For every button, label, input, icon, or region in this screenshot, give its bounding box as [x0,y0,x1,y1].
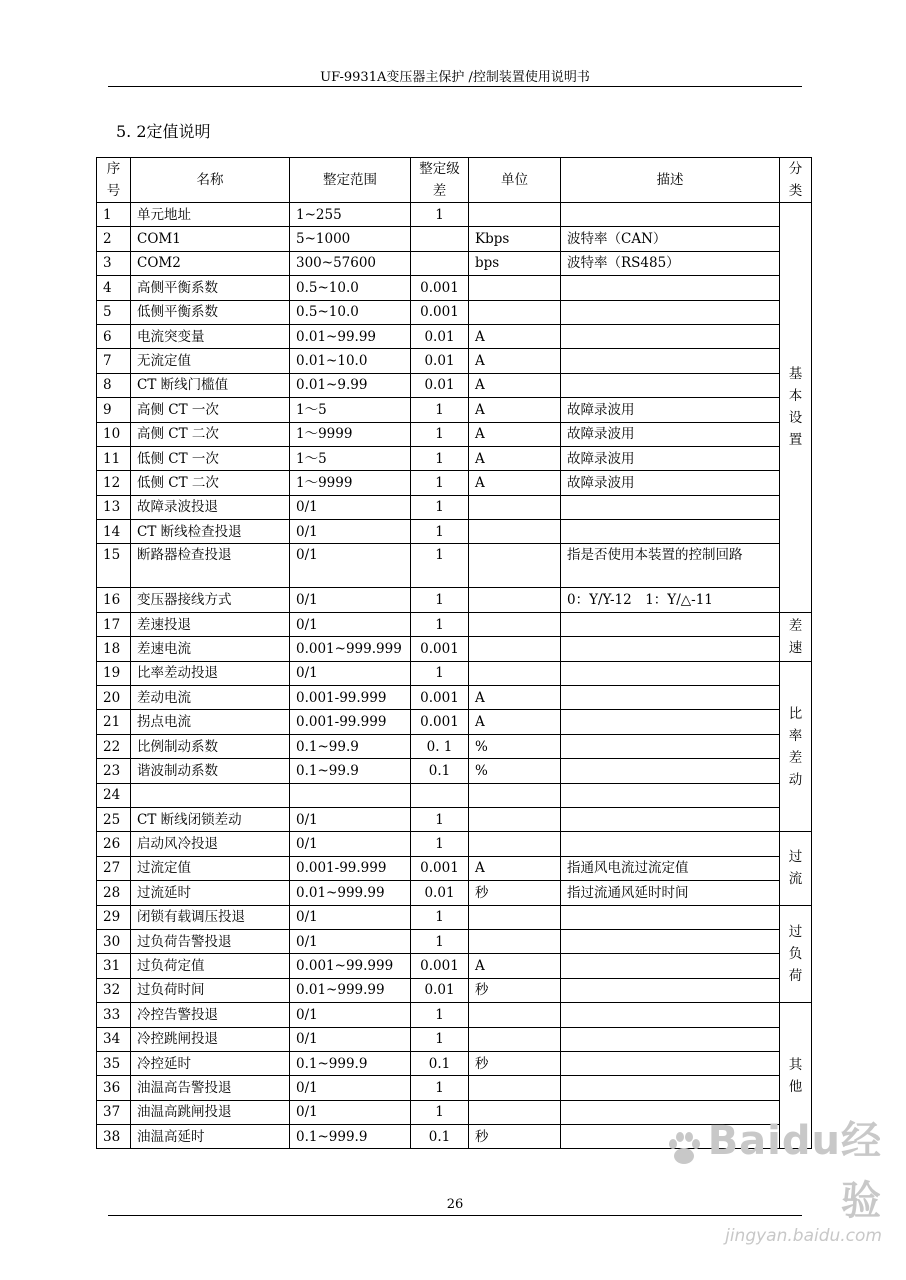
cell-range: 0.001~99.999 [290,954,411,978]
cell-seq: 36 [97,1076,131,1100]
table-row [97,637,812,661]
cell-step: 0.01 [411,373,469,397]
cell-unit: bps [469,251,561,275]
cell-desc [561,324,780,348]
cell-name: 比率差动投退 [131,661,290,685]
cell-step: 1 [411,588,469,612]
cell-seq: 11 [97,446,131,470]
settings-table [96,157,812,1149]
header-name: 名称 [131,158,290,203]
table-row [97,349,812,373]
cell-name: 电流突变量 [131,324,290,348]
cell-desc [561,954,780,978]
cell-desc [561,349,780,373]
cell-range: 0.001-99.999 [290,710,411,734]
table-row [97,954,812,978]
cell-name: 冷控告警投退 [131,1003,290,1027]
cell-name: 谐波制动系数 [131,759,290,783]
cell-seq: 34 [97,1027,131,1051]
cell-range: 5~1000 [290,227,411,251]
cell-seq: 4 [97,276,131,300]
cell-step: 1 [411,612,469,636]
cell-range: 0.001-99.999 [290,856,411,880]
cell-desc [561,783,780,807]
cell-seq: 29 [97,905,131,929]
cell-step: 0.001 [411,276,469,300]
section-title: 5. 2定值说明 [116,122,211,141]
cell-desc [561,1051,780,1075]
cell-step: 0.1 [411,1125,469,1149]
cell-unit [469,807,561,831]
cell-desc: 故障录波用 [561,422,780,446]
cell-name: 油温高告警投退 [131,1076,290,1100]
cell-name: 过负荷定值 [131,954,290,978]
cell-seq: 25 [97,807,131,831]
cell-seq: 8 [97,373,131,397]
cell-range: 0/1 [290,588,411,612]
cell-seq: 21 [97,710,131,734]
cell-step: 1 [411,1100,469,1124]
cell-name: 高侧平衡系数 [131,276,290,300]
cell-seq: 5 [97,300,131,324]
cell-step: 1 [411,446,469,470]
table-row [97,807,812,831]
cell-desc: 故障录波用 [561,446,780,470]
cell-name: 启动风冷投退 [131,832,290,856]
cell-step: 1 [411,520,469,544]
cell-name: 低侧 CT 二次 [131,471,290,495]
table-row [97,881,812,905]
cell-seq: 37 [97,1100,131,1124]
cell-unit: 秒 [469,881,561,905]
category-cell: 比率差动 [780,661,812,832]
cell-unit [469,905,561,929]
cell-step: 0.01 [411,881,469,905]
cell-range: 300~57600 [290,251,411,275]
cell-seq: 2 [97,227,131,251]
cell-unit: % [469,734,561,758]
cell-seq: 1 [97,203,131,227]
category-cell: 过负荷 [780,905,812,1003]
cell-desc [561,637,780,661]
cell-desc [561,661,780,685]
table-row [97,686,812,710]
watermark-brand: Baidu经验 [707,1117,882,1224]
page-number: 26 [446,1197,464,1212]
table-row [97,734,812,758]
cell-step [411,251,469,275]
cell-step: 1 [411,1003,469,1027]
cell-desc: 指是否使用本装置的控制回路 [561,544,780,588]
cell-desc [561,373,780,397]
table-row [97,471,812,495]
watermark [632,1109,882,1247]
cell-range [290,783,411,807]
table-row [97,905,812,929]
cell-step: 0.01 [411,978,469,1002]
table-row [97,422,812,446]
cell-unit [469,1027,561,1051]
cell-unit: A [469,422,561,446]
cell-name: COM2 [131,251,290,275]
table-row [97,495,812,519]
cell-seq: 35 [97,1051,131,1075]
cell-unit [469,588,561,612]
cell-step: 0.1 [411,759,469,783]
cell-range: 0.5~10.0 [290,300,411,324]
cell-step: 0.001 [411,300,469,324]
cell-step: 1 [411,495,469,519]
cell-desc [561,807,780,831]
table-row [97,1051,812,1075]
cell-seq: 7 [97,349,131,373]
cell-range: 0.01~999.99 [290,978,411,1002]
cell-range: 0/1 [290,929,411,953]
cell-unit [469,929,561,953]
cell-name: 冷控延时 [131,1051,290,1075]
cell-range: 0/1 [290,520,411,544]
cell-step: 0.001 [411,686,469,710]
table-row [97,856,812,880]
cell-seq: 32 [97,978,131,1002]
cell-seq: 9 [97,398,131,422]
cell-name: COM1 [131,227,290,251]
cell-step: 1 [411,471,469,495]
cell-range: 0/1 [290,832,411,856]
cell-name: 变压器接线方式 [131,588,290,612]
cell-step: 1 [411,807,469,831]
cell-seq: 26 [97,832,131,856]
cell-unit: 秒 [469,978,561,1002]
cell-unit [469,1100,561,1124]
cell-unit [469,544,561,588]
cell-seq: 19 [97,661,131,685]
cell-unit: A [469,349,561,373]
cell-name: 闭锁有载调压投退 [131,905,290,929]
cell-name [131,783,290,807]
category-cell: 其他 [780,1003,812,1149]
cell-step: 0.001 [411,710,469,734]
header-unit: 单位 [469,158,561,203]
cell-step: 0. 1 [411,734,469,758]
header-desc: 描述 [561,158,780,203]
table-row [97,832,812,856]
cell-unit [469,832,561,856]
cell-seq: 22 [97,734,131,758]
cell-name: 拐点电流 [131,710,290,734]
cell-name: 无流定值 [131,349,290,373]
cell-seq: 13 [97,495,131,519]
cell-range: 1～9999 [290,471,411,495]
cell-unit: A [469,324,561,348]
cell-range: 0.01~999.99 [290,881,411,905]
table-row [97,1027,812,1051]
table-row [97,588,812,612]
category-cell: 差速 [780,612,812,661]
cell-range: 0.001-99.999 [290,686,411,710]
cell-desc [561,832,780,856]
cell-unit: A [469,446,561,470]
cell-desc [561,905,780,929]
cell-range: 0/1 [290,1076,411,1100]
cell-range: 0/1 [290,612,411,636]
cell-unit [469,300,561,324]
cell-seq: 14 [97,520,131,544]
cell-name: 高侧 CT 一次 [131,398,290,422]
cell-unit [469,1003,561,1027]
cell-seq: 3 [97,251,131,275]
table-header-row [97,158,812,203]
cell-step: 0.01 [411,349,469,373]
cell-step: 0.01 [411,324,469,348]
cell-range: 0/1 [290,1003,411,1027]
cell-range: 0/1 [290,661,411,685]
cell-name: 差动电流 [131,686,290,710]
table-row [97,710,812,734]
cell-step: 1 [411,203,469,227]
table-row [97,373,812,397]
cell-unit [469,520,561,544]
cell-unit [469,495,561,519]
cell-step: 1 [411,905,469,929]
table-row [97,398,812,422]
cell-name: 高侧 CT 二次 [131,422,290,446]
cell-name: 差速电流 [131,637,290,661]
table-row [97,978,812,1002]
cell-seq: 6 [97,324,131,348]
cell-range: 1~255 [290,203,411,227]
table-row [97,324,812,348]
cell-range: 0/1 [290,1100,411,1124]
table-row [97,300,812,324]
cell-desc [561,1027,780,1051]
cell-seq: 30 [97,929,131,953]
table-row [97,203,812,227]
table-row [97,544,812,588]
cell-unit: A [469,686,561,710]
header-rule [108,86,802,87]
cell-step: 0.1 [411,1051,469,1075]
cell-unit [469,612,561,636]
cell-range: 0/1 [290,1027,411,1051]
cell-range: 0/1 [290,905,411,929]
cell-name: 故障录波投退 [131,495,290,519]
cell-seq: 23 [97,759,131,783]
cell-range: 0.01~9.99 [290,373,411,397]
cell-desc [561,1003,780,1027]
header-category: 分类 [780,158,812,203]
cell-name: 过负荷时间 [131,978,290,1002]
cell-seq: 33 [97,1003,131,1027]
table-row [97,276,812,300]
cell-unit: Kbps [469,227,561,251]
cell-name: CT 断线闭锁差动 [131,807,290,831]
cell-name: 过流延时 [131,881,290,905]
cell-step: 1 [411,398,469,422]
cell-range: 1～9999 [290,422,411,446]
table-row [97,661,812,685]
document-header: UF-9931A变压器主保护 /控制装置使用说明书 [320,70,590,85]
cell-unit [469,661,561,685]
table-row [97,251,812,275]
cell-name: CT 断线检查投退 [131,520,290,544]
cell-desc [561,300,780,324]
cell-desc: 故障录波用 [561,398,780,422]
cell-name: 断路器检查投退 [131,544,290,588]
table-row [97,446,812,470]
cell-desc [561,686,780,710]
cell-name: 过负荷告警投退 [131,929,290,953]
cell-step: 1 [411,929,469,953]
cell-unit: A [469,856,561,880]
table-row [97,612,812,636]
cell-unit: A [469,471,561,495]
watermark-url: jingyan.baidu.com [725,1226,882,1246]
table-row [97,520,812,544]
cell-range: 0.01~99.99 [290,324,411,348]
cell-desc [561,759,780,783]
cell-range: 0/1 [290,495,411,519]
table-row [97,759,812,783]
cell-step [411,227,469,251]
cell-desc: 波特率（RS485） [561,251,780,275]
cell-desc: 0：Y/Y-12 1：Y/△-11 [561,588,780,612]
cell-seq: 24 [97,783,131,807]
cell-range: 0.1~99.9 [290,734,411,758]
cell-step [411,783,469,807]
cell-range: 1～5 [290,398,411,422]
cell-desc [561,734,780,758]
cell-name: 差速投退 [131,612,290,636]
cell-seq: 18 [97,637,131,661]
cell-range: 0.01~10.0 [290,349,411,373]
cell-seq: 10 [97,422,131,446]
table-row [97,1076,812,1100]
cell-name: 单元地址 [131,203,290,227]
cell-step: 1 [411,1076,469,1100]
cell-name: 过流定值 [131,856,290,880]
header-step: 整定级差 [411,158,469,203]
cell-unit: A [469,398,561,422]
cell-range: 0/1 [290,544,411,588]
cell-desc [561,1076,780,1100]
cell-unit: 秒 [469,1051,561,1075]
cell-unit: A [469,373,561,397]
cell-desc [561,929,780,953]
cell-range: 0.1~999.9 [290,1125,411,1149]
table-body [97,203,812,1149]
cell-desc: 故障录波用 [561,471,780,495]
cell-seq: 28 [97,881,131,905]
cell-unit [469,1076,561,1100]
table-row [97,1003,812,1027]
cell-desc [561,520,780,544]
cell-desc [561,978,780,1002]
cell-desc [561,203,780,227]
cell-unit: A [469,954,561,978]
cell-step: 1 [411,544,469,588]
table-row [97,783,812,807]
table-row [97,929,812,953]
cell-name: CT 断线门槛值 [131,373,290,397]
cell-seq: 17 [97,612,131,636]
category-cell: 基本设置 [780,203,812,613]
cell-unit: % [469,759,561,783]
cell-step: 1 [411,422,469,446]
cell-desc: 指通风电流过流定值 [561,856,780,880]
cell-desc [561,710,780,734]
cell-step: 0.001 [411,856,469,880]
header-range: 整定范围 [290,158,411,203]
cell-name: 油温高延时 [131,1125,290,1149]
cell-name: 低侧平衡系数 [131,300,290,324]
cell-desc [561,495,780,519]
cell-step: 1 [411,661,469,685]
cell-range: 0.1~99.9 [290,759,411,783]
cell-step: 1 [411,1027,469,1051]
cell-range: 0.1~999.9 [290,1051,411,1075]
cell-range: 0.5~10.0 [290,276,411,300]
cell-seq: 12 [97,471,131,495]
cell-desc [561,612,780,636]
cell-seq: 15 [97,544,131,588]
cell-unit [469,783,561,807]
cell-unit [469,637,561,661]
cell-name: 冷控跳闸投退 [131,1027,290,1051]
cell-unit: 秒 [469,1125,561,1149]
cell-seq: 20 [97,686,131,710]
cell-unit: A [469,710,561,734]
paw-icon [664,1129,704,1169]
cell-step: 0.001 [411,637,469,661]
cell-name: 低侧 CT 一次 [131,446,290,470]
cell-range: 0/1 [290,807,411,831]
category-cell: 过流 [780,832,812,905]
cell-seq: 27 [97,856,131,880]
cell-name: 油温高跳闸投退 [131,1100,290,1124]
cell-step: 1 [411,832,469,856]
cell-seq: 16 [97,588,131,612]
cell-step: 0.001 [411,954,469,978]
cell-name: 比例制动系数 [131,734,290,758]
table-row [97,227,812,251]
cell-desc: 波特率（CAN） [561,227,780,251]
cell-seq: 31 [97,954,131,978]
cell-desc [561,276,780,300]
header-seq: 序号 [97,158,131,203]
cell-range: 1～5 [290,446,411,470]
cell-seq: 38 [97,1125,131,1149]
cell-unit [469,276,561,300]
cell-unit [469,203,561,227]
cell-desc: 指过流通风延时时间 [561,881,780,905]
cell-range: 0.001~999.999 [290,637,411,661]
